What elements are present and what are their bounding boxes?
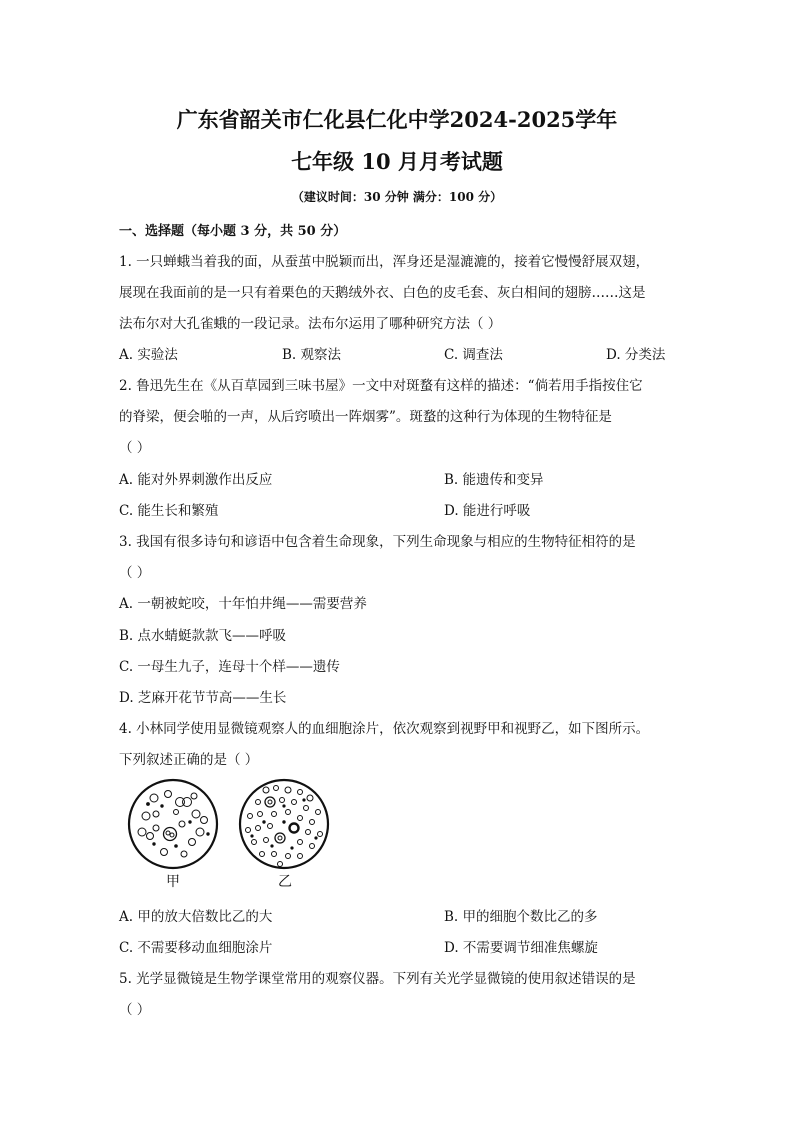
exam-meta: （建议时间：30 分钟 满分：100 分） <box>291 190 503 204</box>
q2-line-2: 的脊梁，便会啪的一声，从后窍喷出一阵烟雾”。斑蝥的这种行为体现的生物特征是 <box>119 409 612 425</box>
microscope-fields-figure <box>124 776 334 872</box>
q1-option-a[interactable]: A. 实验法 <box>119 347 178 363</box>
q1-option-b[interactable]: B. 观察法 <box>282 347 342 363</box>
q4-line-2: 下列叙述正确的是（ ） <box>119 752 259 768</box>
page-title-line1: 广东省韶关市仁化县仁化中学2024-2025学年 <box>176 107 618 132</box>
q1-line-1: 1. 一只蝉蛾当着我的面，从蚕茧中脱颖而出，浑身还是湿漉漉的，接着它慢慢舒展双翅， <box>119 254 650 270</box>
q2-option-c[interactable]: C. 能生长和繁殖 <box>119 503 219 519</box>
q2-option-d[interactable]: D. 能进行呼吸 <box>444 503 531 519</box>
page-title-line2: 七年级 10 月月考试题 <box>291 149 503 174</box>
q4-option-a[interactable]: A. 甲的放大倍数比乙的大 <box>119 909 273 925</box>
q3-option-c[interactable]: C. 一母生九子，连母十个样——遗传 <box>119 659 340 675</box>
q4-line-1: 4. 小林同学使用显微镜观察人的血细胞涂片，依次观察到视野甲和视野乙，如下图所示。 <box>119 721 650 737</box>
q4-option-d[interactable]: D. 不需要调节细准焦螺旋 <box>444 940 598 956</box>
q3-option-b[interactable]: B. 点水蜻蜓款款飞——呼吸 <box>119 628 287 644</box>
field-yi-icon <box>240 780 328 868</box>
q5-line-1: 5. 光学显微镜是生物学课堂常用的观察仪器。下列有关光学显微镜的使用叙述错误的是 <box>119 971 636 987</box>
field-jia-icon <box>129 780 217 868</box>
figure-label-yi: 乙 <box>278 874 292 890</box>
q2-line-3: （ ） <box>119 440 151 456</box>
q4-option-c[interactable]: C. 不需要移动血细胞涂片 <box>119 940 273 956</box>
q1-line-3: 法布尔对大孔雀蛾的一段记录。法布尔运用了哪种研究方法（ ） <box>119 316 502 332</box>
q2-line-1: 2. 鲁迅先生在《从百草园到三味书屋》一文中对斑蝥有这样的描述：“倘若用手指按住它 <box>119 378 643 394</box>
q1-option-c[interactable]: C. 调查法 <box>444 347 503 363</box>
q4-option-b[interactable]: B. 甲的细胞个数比乙的多 <box>444 909 598 925</box>
q1-option-d[interactable]: D. 分类法 <box>606 347 666 363</box>
q3-line-1: 3. 我国有很多诗句和谚语中包含着生命现象，下列生命现象与相应的生物特征相符的是 <box>119 534 636 550</box>
q1-line-2: 展现在我面前的是一只有着栗色的天鹅绒外衣、白色的皮毛套、灰白相间的翅膀……这是 <box>119 285 646 301</box>
q5-line-2: （ ） <box>119 1002 151 1018</box>
q3-line-2: （ ） <box>119 565 151 581</box>
section-heading: 一、选择题（每小题 3 分，共 50 分） <box>119 224 347 239</box>
q3-option-a[interactable]: A. 一朝被蛇咬，十年怕井绳——需要营养 <box>119 596 367 612</box>
q2-option-a[interactable]: A. 能对外界刺激作出反应 <box>119 472 273 488</box>
q3-option-d[interactable]: D. 芝麻开花节节高——生长 <box>119 690 287 706</box>
figure-label-jia: 甲 <box>166 874 180 890</box>
q2-option-b[interactable]: B. 能遗传和变异 <box>444 472 544 488</box>
